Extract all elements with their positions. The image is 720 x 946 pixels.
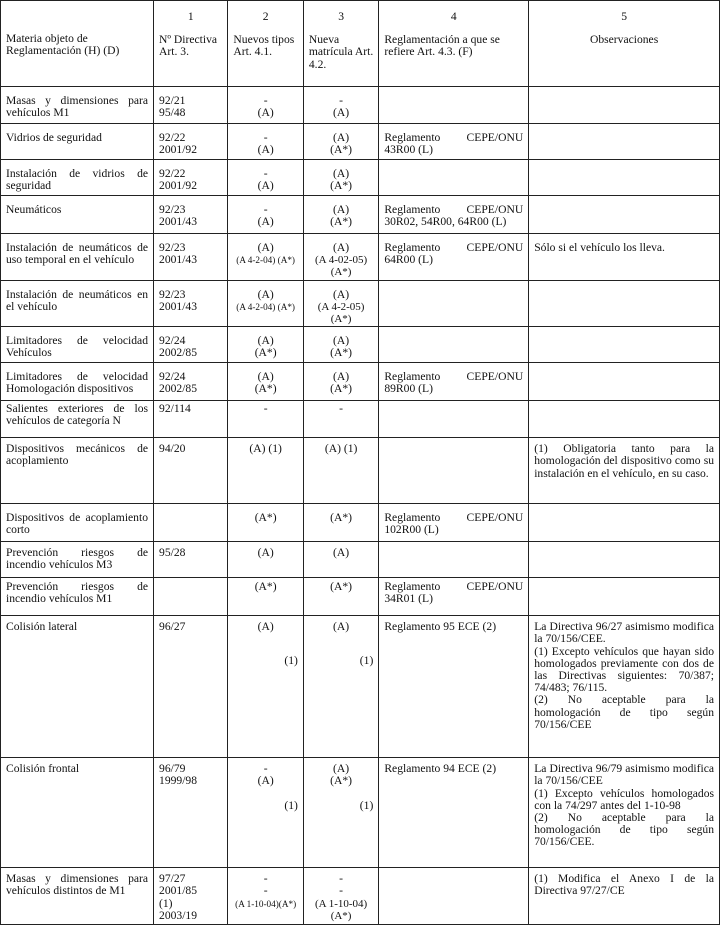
cell-directiva bbox=[154, 87, 228, 124]
nuevos-tipos-value: (A) bbox=[257, 334, 274, 348]
cell-nueva-matricula bbox=[303, 868, 378, 925]
materia-text: Limitadores de velocidad Homologación dispositivos bbox=[6, 370, 149, 396]
directiva-value: 2002/85 bbox=[159, 346, 198, 360]
header-directiva bbox=[154, 1, 228, 87]
nuevos-tipos-value: - bbox=[263, 402, 268, 416]
cell-materia bbox=[1, 868, 154, 925]
nueva-matricula-value: (A) bbox=[333, 106, 350, 120]
observacion-text: La Directiva 96/27 asimismo modifica la 70/156/CEE. bbox=[534, 620, 714, 646]
cell-directiva bbox=[154, 363, 228, 401]
nueva-matricula-value: (A*) bbox=[330, 382, 353, 396]
directiva-value: (1) bbox=[159, 896, 173, 910]
observacion-text: (1) Excepto vehículos homologados con la 74/297 antes del 1-10-98 bbox=[534, 786, 714, 812]
header-nueva-matricula-text: Nueva matrícula Art. 4.2. bbox=[308, 33, 374, 71]
cell-observaciones bbox=[529, 87, 720, 124]
materia-text: Colisión lateral bbox=[6, 620, 78, 634]
reglamentacion-text: Reglamento 95 ECE (2) bbox=[384, 620, 497, 634]
cell-nuevos-tipos bbox=[228, 87, 303, 124]
directiva-value: 2001/92 bbox=[159, 143, 198, 157]
cell-materia bbox=[1, 327, 154, 363]
nueva-matricula-value: (A) bbox=[333, 131, 350, 144]
cell-reglamentacion bbox=[379, 758, 529, 868]
table-row bbox=[1, 124, 720, 160]
nuevos-tipos-value: (A 4-2-04) (A*) bbox=[236, 301, 295, 312]
nuevos-tipos-value: (A*) bbox=[254, 346, 277, 360]
header-nuevos-tipos bbox=[228, 1, 303, 87]
cell-observaciones bbox=[529, 438, 720, 504]
directiva-value: 2001/43 bbox=[159, 215, 198, 229]
reglamentacion-text: Reglamento CEPE/ONU 64R00 (L) bbox=[384, 241, 524, 267]
regulation-rows bbox=[0, 86, 720, 925]
table-row bbox=[1, 160, 720, 196]
nueva-matricula-value: (A*) bbox=[330, 774, 353, 788]
cell-observaciones bbox=[529, 616, 720, 758]
cell-nueva-matricula bbox=[303, 758, 378, 868]
nueva-matricula-value: (1) bbox=[359, 798, 374, 812]
directiva-value: 2001/85 bbox=[159, 884, 198, 898]
cell-nuevos-tipos bbox=[228, 868, 303, 925]
materia-text: Limitadores de velocidad Vehículos bbox=[6, 334, 149, 360]
observacion-text: (2) No aceptable para la homologación de tipo según 70/156/CEE bbox=[534, 693, 714, 731]
cell-directiva bbox=[154, 401, 228, 438]
cell-directiva bbox=[154, 758, 228, 868]
directiva-value: 97/27 bbox=[159, 872, 186, 886]
header-nueva-matricula bbox=[303, 1, 378, 87]
cell-nuevos-tipos bbox=[228, 327, 303, 363]
nuevos-tipos-value: - bbox=[263, 762, 268, 776]
cell-nuevos-tipos bbox=[228, 542, 303, 578]
header-row bbox=[1, 1, 720, 87]
directiva-value: 2001/43 bbox=[159, 299, 198, 313]
cell-nueva-matricula bbox=[303, 401, 378, 438]
nueva-matricula-value: - bbox=[339, 872, 344, 886]
observacion-text: (1) Excepto vehículos que hayan sido homologados previamente con dos de las Directivas siguientes: 70/387; 74/483; 76/115. bbox=[534, 644, 714, 695]
cell-materia bbox=[1, 87, 154, 124]
cell-directiva bbox=[154, 280, 228, 327]
nueva-matricula-value: (A 1-10-04)(A*) bbox=[314, 897, 368, 922]
cell-nueva-matricula bbox=[303, 363, 378, 401]
reglamentacion-text: Reglamento CEPE/ONU 34R01 (L) bbox=[384, 580, 524, 606]
nueva-matricula-value: (A) bbox=[333, 370, 350, 384]
cell-materia bbox=[1, 124, 154, 160]
materia-text: Prevención riesgos de incendio vehículos M1 bbox=[6, 580, 149, 606]
nuevos-tipos-value: (A) bbox=[257, 620, 274, 634]
materia-text: Vidrios de seguridad bbox=[6, 131, 102, 144]
observacion-text: (2) No aceptable para la homologación de tipo según 70/156/CEE. bbox=[534, 811, 714, 849]
directiva-value: 95/28 bbox=[159, 546, 186, 560]
cell-nueva-matricula bbox=[303, 327, 378, 363]
cell-nueva-matricula bbox=[303, 196, 378, 234]
cell-observaciones bbox=[529, 234, 720, 281]
cell-nueva-matricula bbox=[303, 438, 378, 504]
cell-directiva bbox=[154, 124, 228, 160]
cell-observaciones bbox=[529, 578, 720, 616]
header-materia bbox=[1, 1, 154, 87]
nueva-matricula-value: (A*) bbox=[330, 346, 353, 360]
cell-nueva-matricula bbox=[303, 578, 378, 616]
table-row bbox=[1, 542, 720, 578]
cell-materia bbox=[1, 363, 154, 401]
cell-observaciones bbox=[529, 542, 720, 578]
cell-nueva-matricula bbox=[303, 504, 378, 542]
cell-nuevos-tipos bbox=[228, 363, 303, 401]
cell-nueva-matricula bbox=[303, 234, 378, 281]
nueva-matricula-value: (1) bbox=[359, 654, 374, 668]
materia-text: Instalación de neumáticos en el vehículo bbox=[6, 287, 149, 313]
nueva-matricula-value: - bbox=[339, 402, 344, 416]
nuevos-tipos-value: - bbox=[263, 203, 268, 216]
cell-observaciones bbox=[529, 124, 720, 160]
cell-materia bbox=[1, 401, 154, 438]
cell-observaciones bbox=[529, 868, 720, 925]
cell-reglamentacion bbox=[379, 124, 529, 160]
cell-directiva bbox=[154, 160, 228, 196]
cell-materia bbox=[1, 160, 154, 196]
header-nuevos-tipos-text: Nuevos tipos Art. 4.1. bbox=[233, 33, 295, 59]
cell-observaciones bbox=[529, 196, 720, 234]
reglamentacion-text: Reglamento CEPE/ONU 30R02, 54R00, 64R00 (L) bbox=[384, 203, 524, 229]
nueva-matricula-value: - bbox=[339, 94, 344, 107]
cell-observaciones bbox=[529, 327, 720, 363]
nueva-matricula-value: (A 4-02-05)(A*) bbox=[314, 254, 368, 279]
cell-nuevos-tipos bbox=[228, 124, 303, 160]
cell-directiva bbox=[154, 327, 228, 363]
cell-materia bbox=[1, 616, 154, 758]
table-row bbox=[1, 868, 720, 925]
directiva-value: 96/79 bbox=[159, 762, 186, 776]
nueva-matricula-value: (A) bbox=[333, 203, 350, 216]
cell-nuevos-tipos bbox=[228, 401, 303, 438]
cell-reglamentacion bbox=[379, 160, 529, 196]
materia-text: Masas y dimensiones para vehículos distintos de M1 bbox=[6, 872, 149, 898]
table-row bbox=[1, 87, 720, 124]
directiva-value: 1999/98 bbox=[159, 774, 198, 788]
cell-observaciones bbox=[529, 758, 720, 868]
cell-nueva-matricula bbox=[303, 542, 378, 578]
cell-reglamentacion bbox=[379, 578, 529, 616]
materia-text: Instalación de vidrios de seguridad bbox=[6, 167, 149, 193]
table-row bbox=[1, 401, 720, 438]
nueva-matricula-value: (A) bbox=[333, 167, 350, 180]
table-row bbox=[1, 578, 720, 616]
cell-directiva bbox=[154, 616, 228, 758]
nuevos-tipos-value: (A*) bbox=[254, 382, 277, 396]
cell-materia bbox=[1, 504, 154, 542]
directiva-value: 92/23 bbox=[159, 287, 186, 301]
header-materia-text: Materia objeto de Reglamentación (H) (D) bbox=[6, 32, 120, 58]
directiva-value: 96/27 bbox=[159, 620, 186, 634]
directiva-value: 92/22 bbox=[159, 131, 186, 144]
directiva-value: 92/22 bbox=[159, 167, 186, 180]
cell-reglamentacion bbox=[379, 280, 529, 327]
reglamentacion-text: Reglamento CEPE/ONU 102R00 (L) bbox=[384, 511, 524, 537]
cell-observaciones bbox=[529, 504, 720, 542]
cell-reglamentacion bbox=[379, 616, 529, 758]
cell-nuevos-tipos bbox=[228, 758, 303, 868]
cell-nueva-matricula bbox=[303, 616, 378, 758]
column-number-1: 1 bbox=[187, 10, 194, 23]
cell-reglamentacion bbox=[379, 868, 529, 925]
cell-reglamentacion bbox=[379, 234, 529, 281]
table-row bbox=[1, 438, 720, 504]
cell-directiva bbox=[154, 504, 228, 542]
nuevos-tipos-value: - bbox=[263, 94, 268, 107]
nueva-matricula-value: (A 4-2-05) (A*) bbox=[317, 300, 365, 326]
directiva-value: 92/23 bbox=[159, 203, 186, 216]
cell-nuevos-tipos bbox=[228, 438, 303, 504]
nueva-matricula-value: (A) bbox=[333, 241, 350, 254]
nuevos-tipos-value: (A) bbox=[257, 215, 274, 229]
nuevos-tipos-value: (1) bbox=[284, 654, 298, 668]
directiva-value: 2001/92 bbox=[159, 179, 198, 193]
nuevos-tipos-value: (A*) bbox=[254, 511, 277, 525]
table-row bbox=[1, 363, 720, 401]
cell-nuevos-tipos bbox=[228, 616, 303, 758]
nuevos-tipos-value: (A) bbox=[257, 143, 274, 157]
column-number-5: 5 bbox=[621, 10, 627, 23]
observacion-text: (1) Obligatoria tanto para la homologación del dispositivo como su instalación en el vehículo, en su caso. bbox=[534, 442, 714, 480]
cell-directiva bbox=[154, 438, 228, 504]
nueva-matricula-value: (A) bbox=[333, 287, 350, 301]
nueva-matricula-value: (A) bbox=[333, 762, 350, 776]
cell-nuevos-tipos bbox=[228, 280, 303, 327]
cell-materia bbox=[1, 234, 154, 281]
materia-text: Neumáticos bbox=[6, 203, 62, 216]
cell-directiva bbox=[154, 868, 228, 925]
nuevos-tipos-value: (A) bbox=[257, 179, 274, 193]
nuevos-tipos-value: (A 1-10-04)(A*) bbox=[235, 898, 297, 909]
cell-nueva-matricula bbox=[303, 160, 378, 196]
header-observaciones-text: Observaciones bbox=[589, 33, 659, 47]
cell-reglamentacion bbox=[379, 438, 529, 504]
cell-nueva-matricula bbox=[303, 124, 378, 160]
reglamentacion-text: Reglamento 94 ECE (2) bbox=[384, 762, 497, 776]
reglamentacion-text: Reglamento CEPE/ONU 43R00 (L) bbox=[384, 131, 524, 157]
materia-text: Prevención riesgos de incendio vehículos M3 bbox=[6, 546, 149, 572]
directiva-value: 94/20 bbox=[159, 442, 186, 456]
cell-observaciones bbox=[529, 363, 720, 401]
materia-text: Instalación de neumáticos de uso temporal en el vehículo bbox=[6, 241, 149, 267]
directiva-value: 92/114 bbox=[159, 402, 191, 416]
cell-reglamentacion bbox=[379, 542, 529, 578]
cell-reglamentacion bbox=[379, 196, 529, 234]
nuevos-tipos-value: (A*) bbox=[254, 580, 277, 594]
cell-nueva-matricula bbox=[303, 87, 378, 124]
directiva-value: 92/23 bbox=[159, 241, 186, 254]
cell-nuevos-tipos bbox=[228, 578, 303, 616]
cell-directiva bbox=[154, 196, 228, 234]
directiva-value: 2001/43 bbox=[159, 253, 198, 267]
cell-materia bbox=[1, 578, 154, 616]
table-row bbox=[1, 616, 720, 758]
nueva-matricula-value: (A*) bbox=[330, 511, 353, 525]
nuevos-tipos-value: (A) bbox=[257, 241, 274, 254]
nueva-matricula-value: (A) bbox=[333, 620, 350, 634]
directiva-value: 2002/85 bbox=[159, 382, 198, 396]
cell-nuevos-tipos bbox=[228, 160, 303, 196]
nueva-matricula-value: - bbox=[339, 884, 344, 898]
nuevos-tipos-value: (A) bbox=[257, 287, 274, 301]
cell-observaciones bbox=[529, 401, 720, 438]
cell-directiva bbox=[154, 234, 228, 281]
nueva-matricula-value: (A*) bbox=[330, 215, 353, 229]
nuevos-tipos-value: - bbox=[263, 131, 268, 144]
cell-nuevos-tipos bbox=[228, 504, 303, 542]
nuevos-tipos-value: (A 4-2-04) (A*) bbox=[236, 255, 295, 266]
nueva-matricula-value: (A) (1) bbox=[324, 442, 358, 456]
header-directiva-text: Nº Directiva Art. 3. bbox=[159, 33, 218, 59]
table-row bbox=[1, 196, 720, 234]
table-row bbox=[1, 327, 720, 363]
observacion-text: (1) Modifica el Anexo I de la Directiva 97/27/CE bbox=[534, 872, 714, 898]
materia-text: Salientes exteriores de los vehículos de categoría N bbox=[6, 402, 149, 428]
directiva-value: 2003/19 bbox=[159, 908, 198, 922]
regulation-table bbox=[0, 0, 720, 87]
table-row bbox=[1, 758, 720, 868]
directiva-value: 92/21 bbox=[159, 94, 186, 107]
directiva-value: 92/24 bbox=[159, 334, 186, 348]
nueva-matricula-value: (A) bbox=[333, 546, 350, 560]
cell-reglamentacion bbox=[379, 401, 529, 438]
header-reglamentacion bbox=[379, 1, 529, 87]
nuevos-tipos-value: (A) bbox=[257, 546, 274, 560]
materia-text: Dispositivos de acoplamiento corto bbox=[6, 511, 149, 537]
cell-reglamentacion bbox=[379, 327, 529, 363]
nueva-matricula-value: (A*) bbox=[330, 179, 353, 193]
cell-materia bbox=[1, 196, 154, 234]
cell-directiva bbox=[154, 542, 228, 578]
materia-text: Masas y dimensiones para vehículos M1 bbox=[6, 94, 149, 120]
reglamentacion-text: Reglamento CEPE/ONU 89R00 (L) bbox=[384, 370, 524, 396]
cell-materia bbox=[1, 542, 154, 578]
nuevos-tipos-value: - bbox=[263, 884, 268, 898]
column-number-2: 2 bbox=[262, 10, 269, 23]
directiva-value: 92/24 bbox=[159, 370, 186, 384]
directiva-value: 95/48 bbox=[159, 106, 186, 120]
nueva-matricula-value: (A*) bbox=[330, 580, 353, 594]
nuevos-tipos-value: - bbox=[263, 872, 268, 886]
materia-text: Dispositivos mecánicos de acoplamiento bbox=[6, 442, 149, 468]
cell-materia bbox=[1, 438, 154, 504]
column-number-4: 4 bbox=[450, 10, 457, 23]
nuevos-tipos-value: (A) bbox=[257, 774, 274, 788]
cell-observaciones bbox=[529, 160, 720, 196]
header-reglamentacion-text: Reglamentación a que se refiere Art. 4.3. (F) bbox=[384, 33, 500, 59]
nueva-matricula-value: (A) bbox=[333, 334, 350, 348]
nuevos-tipos-value: (A) bbox=[257, 370, 274, 384]
cell-reglamentacion bbox=[379, 363, 529, 401]
cell-nuevos-tipos bbox=[228, 196, 303, 234]
cell-reglamentacion bbox=[379, 504, 529, 542]
cell-observaciones bbox=[529, 280, 720, 327]
observacion-text: Sólo si el vehículo los lleva. bbox=[534, 241, 665, 254]
column-number-3: 3 bbox=[338, 10, 344, 23]
nuevos-tipos-value: (A) bbox=[257, 106, 274, 120]
cell-materia bbox=[1, 280, 154, 327]
cell-directiva bbox=[154, 578, 228, 616]
nuevos-tipos-value: (1) bbox=[284, 798, 298, 812]
materia-text: Colisión frontal bbox=[6, 762, 80, 776]
nuevos-tipos-value: - bbox=[263, 167, 268, 180]
nueva-matricula-value: (A*) bbox=[330, 143, 353, 157]
cell-nueva-matricula bbox=[303, 280, 378, 327]
table-row bbox=[1, 280, 720, 327]
nuevos-tipos-value: (A) (1) bbox=[249, 442, 282, 456]
header-observaciones bbox=[529, 1, 720, 87]
cell-nuevos-tipos bbox=[228, 234, 303, 281]
cell-materia bbox=[1, 758, 154, 868]
cell-reglamentacion bbox=[379, 87, 529, 124]
observacion-text: La Directiva 96/79 asimismo modifica la 70/156/CEE bbox=[534, 762, 714, 788]
table-row bbox=[1, 504, 720, 542]
table-row bbox=[1, 234, 720, 281]
